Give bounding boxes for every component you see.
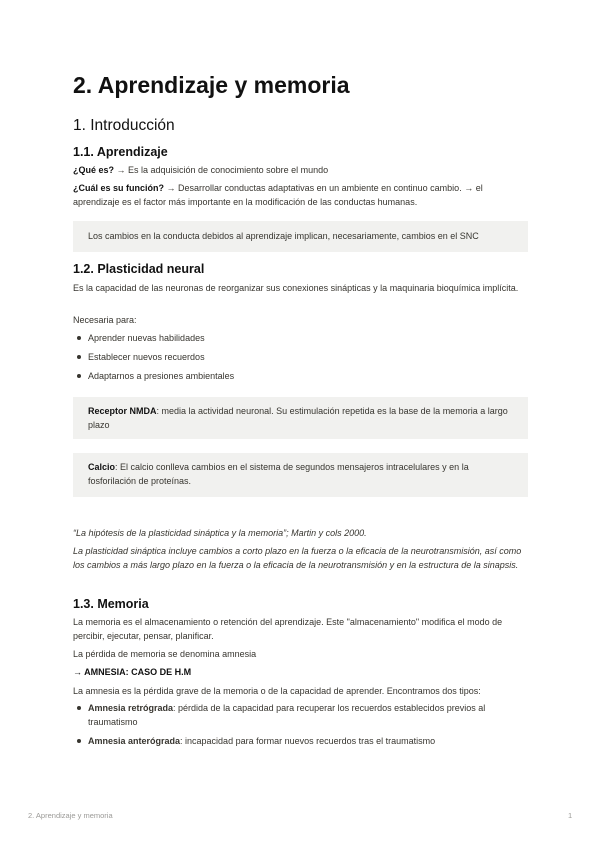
paragraph-necesaria: Necesaria para: bbox=[73, 315, 137, 325]
list-item: Adaptarnos a presiones ambientales bbox=[73, 369, 528, 383]
subsection-heading-memoria: 1.3. Memoria bbox=[73, 597, 149, 611]
footer-page-number: 1 bbox=[568, 811, 573, 820]
paragraph-caso-hm: → AMNESIA: CASO DE H.M bbox=[73, 667, 192, 677]
list-amnesia-types bbox=[73, 701, 528, 748]
label-retrograda: Amnesia retrógrada bbox=[88, 703, 174, 713]
text-funcion: → Desarrollar conductas adaptativas en un ambiente en continuo cambio. → el aprendizaje es el factor más importante en la modificación de las conductas humanas. bbox=[73, 183, 483, 207]
callout-calcio bbox=[73, 453, 528, 497]
callout-nmda bbox=[73, 397, 528, 439]
label-calcio: Calcio bbox=[88, 462, 116, 472]
page-title: 2. Aprendizaje y memoria bbox=[73, 72, 350, 98]
label-funcion: ¿Cuál es su función? bbox=[73, 183, 165, 193]
paragraph-que-es bbox=[73, 163, 528, 177]
footer-title: 2. Aprendizaje y memoria bbox=[28, 811, 113, 820]
quote-source: “La hipótesis de la plasticidad sináptica y la memoria”; Martin y cols 2000. bbox=[73, 528, 367, 538]
paragraph-funcion bbox=[73, 181, 528, 209]
list-item: Establecer nuevos recuerdos bbox=[73, 350, 528, 364]
text-que-es: → Es la adquisición de conocimiento sobre el mundo bbox=[114, 165, 329, 175]
label-nmda: Receptor NMDA bbox=[88, 406, 157, 416]
subsection-heading-aprendizaje: 1.1. Aprendizaje bbox=[73, 145, 168, 159]
quote-text: La plasticidad sináptica incluye cambios a corto plazo en la fuerza o la eficacia de la neurotransmisión, así como los cambios a más largo plazo en la fuerza o la eficacia de la neurotransmisión y en la estructura de la sinapsis. bbox=[73, 546, 522, 570]
list-item bbox=[73, 701, 528, 729]
text-calcio: : El calcio conlleva cambios en el sistema de segundos mensajeros intracelulares y en la fosforilación de proteínas. bbox=[88, 462, 469, 486]
paragraph-memoria-desc: La memoria es el almacenamiento o retención del aprendizaje. Este "almacenamiento" modifica el modo de percibir, ejecutar, pensar, planificar. bbox=[73, 617, 503, 641]
section-heading-introduccion: 1. Introducción bbox=[73, 117, 175, 134]
text-nmda: : media la actividad neuronal. Su estimulación repetida es la base de la memoria a largo plazo bbox=[88, 406, 508, 430]
text-retrograda: : pérdida de la capacidad para recuperar los recuerdos establecidos previos al traumatismo bbox=[88, 703, 486, 727]
text-anterograda: : incapacidad para formar nuevos recuerdos tras el traumatismo bbox=[180, 736, 436, 746]
label-que-es: ¿Qué es? bbox=[73, 165, 115, 175]
paragraph-amnesia-loss: La pérdida de memoria se denomina amnesia bbox=[73, 649, 257, 659]
list-item: Aprender nuevas habilidades bbox=[73, 331, 528, 345]
paragraph-amnesia-def: La amnesia es la pérdida grave de la memoria o de la capacidad de aprender. Encontramos dos tipos: bbox=[73, 686, 481, 696]
list-necesaria bbox=[73, 331, 528, 383]
subsection-heading-plasticidad: 1.2. Plasticidad neural bbox=[73, 262, 205, 276]
label-anterograda: Amnesia anterógrada bbox=[88, 736, 181, 746]
list-item bbox=[73, 734, 528, 748]
paragraph-plasticidad-desc: Es la capacidad de las neuronas de reorganizar sus conexiones sinápticas y la maquinaria bioquímica implícita. bbox=[73, 283, 519, 293]
callout-snc: Los cambios en la conducta debidos al aprendizaje implican, necesariamente, cambios en el SNC bbox=[73, 221, 528, 252]
